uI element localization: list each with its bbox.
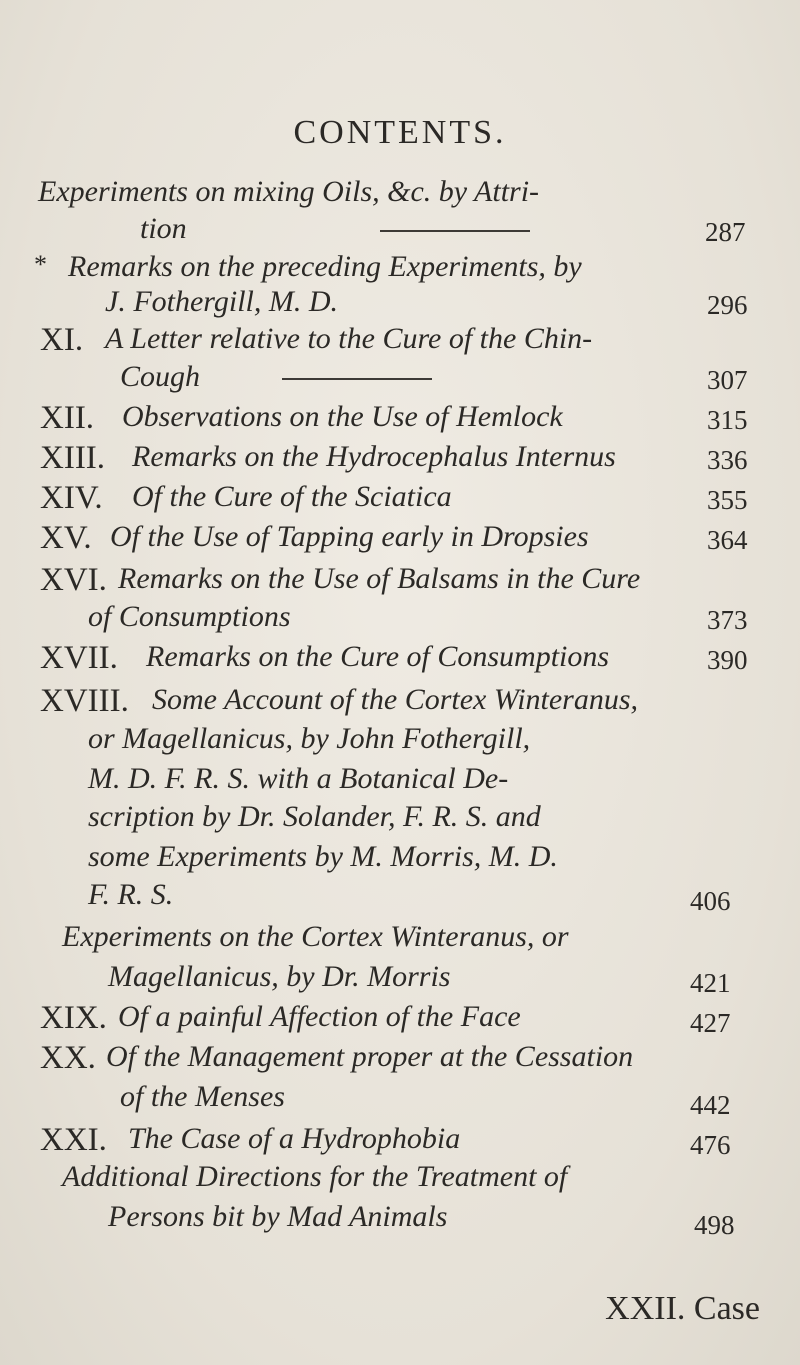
toc-line — [0, 175, 800, 215]
leader-rule — [380, 230, 530, 232]
entry-page: 364 — [707, 525, 748, 555]
entry-text: Remarks on the Hydrocephalus Internus — [132, 440, 616, 473]
toc-line — [0, 1000, 800, 1040]
entry-text: or Magellanicus, by John Fothergill, — [88, 722, 531, 755]
entry-roman: XIII. — [40, 440, 106, 476]
entry-page: 406 — [690, 886, 731, 916]
entry-text: J. Fothergill, M. D. — [105, 285, 339, 318]
entry-roman: XV. — [40, 520, 92, 556]
entry-text: F. R. S. — [88, 878, 174, 911]
asterisk-mark: * — [34, 250, 47, 279]
entry-text: Cough — [120, 360, 201, 393]
entry-page: 336 — [707, 445, 748, 475]
entry-page: 373 — [707, 605, 748, 635]
entry-text: M. D. F. R. S. with a Botanical De- — [88, 762, 509, 795]
entry-roman: XX. — [40, 1040, 96, 1076]
entry-text: Remarks on the Cure of Consumptions — [146, 640, 610, 673]
toc-line — [0, 722, 800, 762]
toc-line — [0, 480, 800, 520]
toc-line — [0, 1122, 800, 1162]
entry-text: Of the Use of Tapping early in Dropsies — [110, 520, 589, 553]
entry-roman: XXI. — [40, 1122, 107, 1158]
entry-roman: XII. — [40, 400, 95, 436]
toc-line — [0, 360, 800, 400]
entry-text: Remarks on the preceding Experiments, by — [68, 250, 582, 283]
entry-page: 421 — [690, 968, 731, 998]
entry-text: Experiments on mixing Oils, &c. by Attri- — [38, 175, 540, 208]
toc-line — [0, 400, 800, 440]
toc-line — [0, 562, 800, 602]
entry-text: Experiments on the Cortex Winteranus, or — [62, 920, 569, 953]
toc-line — [0, 920, 800, 960]
toc-line — [0, 1160, 800, 1200]
toc-line — [0, 285, 800, 325]
entry-text: scription by Dr. Solander, F. R. S. and — [88, 800, 541, 833]
entry-page: 355 — [707, 485, 748, 515]
toc-line — [0, 1200, 800, 1240]
toc-line — [0, 322, 800, 362]
entry-page: 427 — [690, 1008, 731, 1038]
entry-text: Of the Cure of the Sciatica — [132, 480, 452, 513]
toc-line — [0, 520, 800, 560]
catchword: XXII. Case — [605, 1290, 760, 1327]
entry-page: 315 — [707, 405, 748, 435]
entry-roman: XI. — [40, 322, 84, 358]
leader-rule — [282, 378, 432, 380]
entry-text: Magellanicus, by Dr. Morris — [108, 960, 451, 993]
entry-page: 307 — [707, 365, 748, 395]
entry-text: The Case of a Hydrophobia — [128, 1122, 461, 1155]
entry-text: Of a painful Affection of the Face — [118, 1000, 521, 1033]
entry-roman: XVII. — [40, 640, 118, 676]
entry-roman: XVI. — [40, 562, 107, 598]
entry-text: A Letter relative to the Cure of the Chin- — [105, 322, 593, 355]
toc-line — [0, 683, 800, 723]
toc-line — [0, 840, 800, 880]
entry-page: 390 — [707, 645, 748, 675]
entry-text: of Consumptions — [88, 600, 291, 633]
entry-text: Observations on the Use of Hemlock — [122, 400, 563, 433]
entry-page: 476 — [690, 1130, 731, 1160]
entry-text: some Experiments by M. Morris, M. D. — [88, 840, 558, 873]
entry-text: Remarks on the Use of Balsams in the Cure — [118, 562, 641, 595]
page-header: CONTENTS. — [293, 114, 507, 151]
toc-line — [0, 640, 800, 680]
entry-page: 287 — [705, 217, 746, 247]
toc-line — [0, 800, 800, 840]
toc-line — [0, 250, 800, 290]
entry-roman: XIX. — [40, 1000, 107, 1036]
entry-text: Of the Management proper at the Cessation — [106, 1040, 634, 1073]
toc-line — [0, 960, 800, 1000]
entry-roman: XVIII. — [40, 683, 129, 719]
entry-page: 442 — [690, 1090, 731, 1120]
entry-text: Some Account of the Cortex Winteranus, — [152, 683, 639, 716]
toc-line — [0, 212, 800, 252]
entry-text: Persons bit by Mad Animals — [108, 1200, 448, 1233]
entry-text: tion — [140, 212, 187, 245]
toc-line — [0, 762, 800, 802]
toc-line — [0, 1080, 800, 1120]
entry-page: 498 — [694, 1210, 735, 1240]
entry-text: of the Menses — [120, 1080, 285, 1113]
entry-text: Additional Directions for the Treatment of — [62, 1160, 568, 1193]
toc-line — [0, 600, 800, 640]
entry-roman: XIV. — [40, 480, 103, 516]
toc-line — [0, 1040, 800, 1080]
toc-line — [0, 878, 800, 918]
entry-page: 296 — [707, 290, 748, 320]
toc-line — [0, 440, 800, 480]
